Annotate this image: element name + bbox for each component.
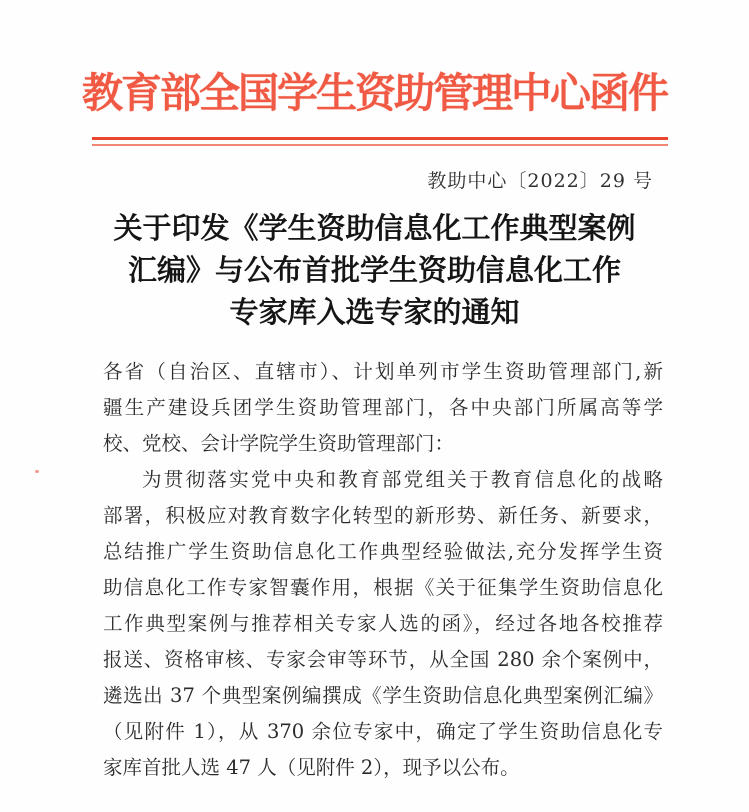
document-number: 教助中心〔2022〕29 号 [427, 170, 653, 192]
notice-title-line: 关于印发《学生资助信息化工作典型案例 [113, 211, 636, 245]
body-line: （见附件 1），从 370 余位专家中，确定了学生资助信息化专 [103, 720, 663, 743]
body-line: 家库首批人选 47 人（见附件 2），现予以公布。 [103, 756, 520, 779]
letterhead-title: 教育部全国学生资助管理中心函件 [82, 69, 667, 117]
body-line: 报送、资格审核、专家会审等环节，从全国 280 余个案例中， [103, 648, 663, 671]
notice-title [0, 207, 749, 333]
red-rule-top [92, 137, 668, 140]
body-line: 助信息化工作专家智囊作用，根据《关于征集学生资助信息化 [103, 576, 663, 599]
body-line: 工作典型案例与推荐相关专家人选的函》，经过各地各校推荐 [103, 612, 663, 635]
body-line: 遴选出 37 个典型案例编撰成《学生资助信息化典型案例汇编》 [103, 684, 663, 707]
body-line: 为贯彻落实党中央和教育部党组关于教育信息化的战略 [142, 468, 663, 491]
letter-body [103, 354, 663, 786]
body-line: 部署，积极应对教育数字化转型的新形势、新任务、新要求， [103, 504, 663, 527]
salutation-line: 疆生产建设兵团学生资助管理部门，各中央部门所属高等学 [103, 396, 663, 419]
salutation-line: 校、党校、会计学院学生资助管理部门： [103, 432, 455, 455]
salutation-line: 各省（自治区、直辖市）、计划单列市学生资助管理部门,新 [103, 360, 663, 383]
body-line: 总结推广学生资助信息化工作典型经验做法,充分发挥学生资 [103, 540, 663, 563]
notice-title-line: 汇编》与公布首批学生资助信息化工作 [127, 253, 621, 287]
notice-title-line: 专家库入选专家的通知 [229, 295, 520, 329]
scan-speck [35, 470, 39, 473]
red-rule-bottom [92, 144, 668, 146]
